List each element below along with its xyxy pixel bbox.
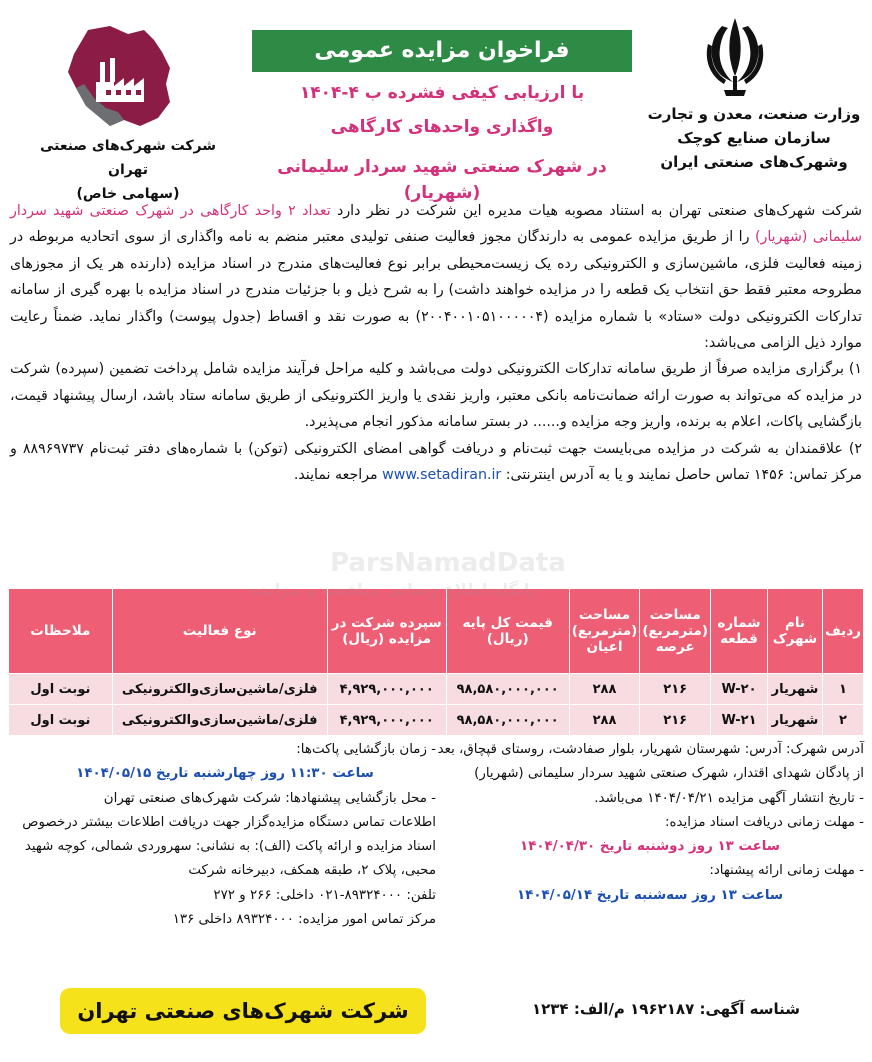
cell-activity-type: فلزی/ماشین‌سازی‌والکترونیکی	[112, 705, 327, 736]
header-activity-type: نوع فعالیت	[112, 589, 327, 674]
website-link[interactable]: www.setadiran.ir	[382, 467, 502, 484]
opening-label: - زمان بازگشایی پاکت‌ها:	[296, 742, 436, 757]
intro-text-rest: را از طریق مزایده عمومی به دارندگان مجوز فعالیت صنفی تولیدی معتبر منضم به نامه واگذاری از سوی اتحادیه مربوطه در زمینه فعالیت فلزی، ماشین‌سازی و الکترونیکی رده یک زیست‌محیطی برابر نوع فعالیت‌های مندرج در اسناد مزایده (دارنده هر یک از مجوزهای مطروحه معتبر فقط حق انتخاب یک قطعه را در مزایده خواهند داشت) را به شرح ذیل و با جزئیات مندرج در اسناد مزایده با بهره گیری از سامانه تدارکات الکترونیکی دولت «ستاد» با شماره مزایده (۲۰۰۴۰۰۱۰۵۱۰۰۰۰۰۴) به صورت نقد و اقساط (جدول پیوست) واگذار نماید. ضمناً رعایت موارد ذیل الزامی می‌باشد:	[10, 229, 862, 352]
docs-deadline: ساعت ۱۳ روز دوشنبه تاریخ ۱۴۰۴/۰۴/۳۰	[520, 839, 780, 855]
intro-text: شرکت شهرک‌های صنعتی تهران به استناد مصوبه هیات مدیره این شرکت در نظر دارد	[330, 203, 862, 219]
header-plot-number: شماره قطعه	[711, 589, 768, 674]
rule-2-text: ۲) علاقمندان به شرکت در مزایده می‌بایست جهت ثبت‌نام و دریافت گواهی امضای الکترونیکی (توکن) با شماره‌های دفتر ثبت‌نام ۸۸۹۶۹۷۳۷ و مرکز تماس: ۱۴۵۶ تماس حاصل نمایند و یا به آدرس اینترنتی:	[10, 440, 862, 484]
header-notes: ملاحظات	[9, 589, 113, 674]
table-row	[9, 705, 864, 736]
watermark-brand: ParsNamadData	[330, 548, 566, 578]
header-town: نام شهرک	[768, 589, 823, 674]
docs-deadline-label: - مهلت زمانی دریافت اسناد مزایده:	[664, 814, 864, 830]
auction-table	[8, 588, 864, 736]
ad-identifier: شناسه آگهی: ۱۹۶۲۱۸۷ م/الف: ۱۲۳۴	[531, 1000, 800, 1018]
cell-land-area: ۲۱۶	[640, 705, 711, 736]
watermark-text: پایگاه اطلاع رسانی مناقصه و مزایده	[250, 580, 536, 599]
paragraph-rule-2	[10, 436, 862, 489]
company-name: شرکت شهرک‌های صنعتی تهران	[39, 138, 217, 178]
cell-base-price: ۹۸,۵۸۰,۰۰۰,۰۰۰	[446, 705, 569, 736]
opening-location: - محل بازگشایی پیشنهادها: شرکت شهرک‌های صنعتی تهران	[103, 790, 436, 806]
cell-town: شهریار	[768, 674, 823, 705]
cell-plot-number: W-۲۱	[711, 705, 768, 736]
ministry-name	[644, 102, 864, 174]
cell-notes: نوبت اول	[9, 705, 113, 736]
town-address: آدرس شهرک: آدرس: شهرستان شهریار، بلوار صفادشت، روستای قپچاق، بعد از پادگان شهدای اقتدار، شهرک صنعتی شهید سردار سلیمانی (شهریار)	[437, 742, 864, 782]
company-logo-icon	[58, 22, 178, 130]
phone-info: تلفن: ۸۹۳۲۴۰۰۰-۰۲۱ داخلی: ۲۶۶ و ۲۷۲	[213, 887, 436, 903]
table-header-row	[9, 589, 864, 674]
offer-deadline: ساعت ۱۳ روز سه‌شنبه تاریخ ۱۴۰۴/۰۵/۱۴	[516, 887, 784, 903]
cell-activity-type: فلزی/ماشین‌سازی‌والکترونیکی	[112, 674, 327, 705]
cell-row-number: ۲	[823, 705, 864, 736]
subtitle-line-2: واگذاری واحدهای کارگاهی	[330, 117, 554, 137]
cell-deposit: ۴,۹۲۹,۰۰۰,۰۰۰	[327, 705, 446, 736]
header-deposit: سپرده شرکت در مزایده (ریال)	[327, 589, 446, 674]
header-row-number: ردیف	[823, 589, 864, 674]
cell-deposit: ۴,۹۲۹,۰۰۰,۰۰۰	[327, 674, 446, 705]
header-building-area: مساحت (مترمربع) اعیان	[569, 589, 640, 674]
cell-land-area: ۲۱۶	[640, 674, 711, 705]
paragraph-rule-1: ۱) برگزاری مزایده صرفاً از طریق سامانه تدارکات الکترونیکی دولت می‌باشد و کلیه مراحل فرآیند مزایده شامل پرداخت تضمین (سپرده) شرکت در مزایده که می‌تواند به صورت ارائه ضمانت‌نامه بانکی معتبر، واریز نقدی یا واریز الکترونیکی از طریق سامانه ستاد باشد، ارسال پیشنهاد قیمت، بازگشایی پاکات، اعلام به برنده، واریز وجه مزایده و...... در بستر سامانه مذکور انجام می‌پذیرد.	[10, 361, 862, 431]
cell-building-area: ۲۸۸	[569, 705, 640, 736]
company-type: (سهامی خاص)	[76, 186, 180, 202]
organization-line-2: وشهرک‌های صنعتی ایران	[660, 153, 848, 171]
cell-building-area: ۲۸۸	[569, 674, 640, 705]
company-name-header	[18, 134, 238, 206]
opening-info-column	[14, 738, 436, 932]
announcement-body	[10, 198, 862, 488]
page-title: فراخوان مزایده عمومی	[252, 30, 632, 72]
cell-base-price: ۹۸,۵۸۰,۰۰۰,۰۰۰	[446, 674, 569, 705]
highlight-units: تعداد ۲ واحد کارگاهی در شهرک صنعتی شهید سردار سلیمانی (شهریار)	[10, 203, 863, 246]
contact-info: اطلاعات تماس دستگاه مزایده‌گزار جهت دریافت اطلاعات بیشتر درخصوص اسناد مزایده و ارائه پاکت (الف): به نشانی: سهروردی شمالی، کوچه شهید محبی، پلاک ۲، طبقه همکف، دبیرخانه شرکت	[22, 814, 436, 879]
footer-company-banner: شرکت شهرک‌های صنعتی تهران	[60, 988, 426, 1034]
subtitle-line-3: در شهرک صنعتی شهید سردار سلیمانی (شهریار)	[277, 157, 607, 203]
paragraph-intro	[10, 198, 862, 356]
subtitle-line-1: با ارزیابی کیفی فشرده ب ۴-۱۴۰۴	[299, 83, 585, 103]
publish-date: - تاریخ انتشار آگهی مزایده ۱۴۰۴/۰۴/۲۱ می‌باشد.	[594, 790, 864, 806]
cell-town: شهریار	[768, 705, 823, 736]
cell-row-number: ۱	[823, 674, 864, 705]
offer-deadline-label: - مهلت زمانی ارائه پیشنهاد:	[709, 863, 864, 879]
header-land-area: مساحت (مترمربع) عرصه	[640, 589, 711, 674]
ministry-line: وزارت صنعت، معدن و تجارت	[647, 105, 861, 123]
cell-plot-number: W-۲۰	[711, 674, 768, 705]
opening-time: ساعت ۱۱:۳۰ روز چهارشنبه تاریخ ۱۴۰۴/۰۵/۱۵	[76, 766, 374, 782]
header-base-price: قیمت کل پایه (ریال)	[446, 589, 569, 674]
table-row	[9, 674, 864, 705]
rule-2-end: مراجعه نمایند.	[293, 467, 383, 484]
organization-line: سازمان صنایع کوچک	[677, 129, 831, 147]
iran-emblem-icon	[700, 14, 770, 98]
contact-center: مرکز تماس امور مزایده: ۸۹۳۲۴۰۰۰ داخلی ۱۳۶	[172, 912, 436, 928]
cell-notes: نوبت اول	[9, 674, 113, 705]
town-info-column	[436, 738, 864, 908]
